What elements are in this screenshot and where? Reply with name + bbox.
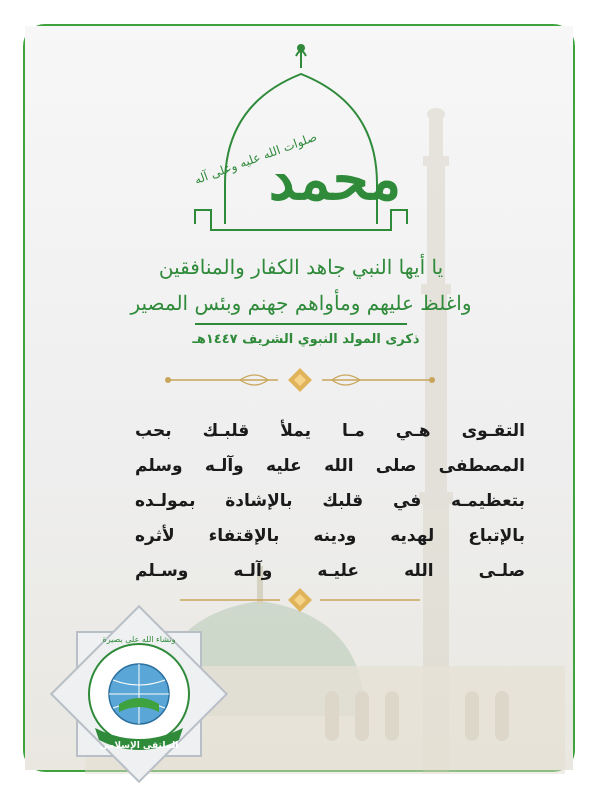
paragraph-line: التقـوى هـي مـا يملأ قلبـك بحب	[135, 421, 525, 441]
paragraph-line: المصطفى صلى الله عليه وآلـه وسلم	[135, 456, 525, 476]
logo-arc-text: ونشاء الله على بصيرة	[102, 635, 176, 644]
verse-line-2: واغلظ عليهم ومأواهم جهنم وبئس المصير	[130, 291, 472, 315]
main-paragraph	[135, 414, 525, 589]
paragraph-line: صلـى الله عليـه وآلـه وسـلم	[135, 561, 525, 581]
logo-ribbon-text: الملتقى الإسلامي	[99, 741, 179, 751]
organization-logo	[59, 612, 219, 777]
paragraph-line: بالإتباع لهديه ودينه بالإقتفاء لأثره	[135, 526, 525, 546]
ornament-divider-bottom	[160, 586, 440, 614]
poster-card	[23, 24, 575, 772]
muhammad-calligraphy-emblem	[130, 34, 472, 334]
verse-line-1: يا أيها النبي جاهد الكفار والمنافقين	[158, 255, 444, 279]
ornament-divider-top	[160, 366, 440, 394]
occasion-title: ذكرى المولد النبوي الشريف ١٤٤٧هـ	[192, 332, 420, 347]
salutation-text: صلوات الله عليه وعلى آله	[192, 129, 319, 187]
name-calligraphy: محمد	[268, 145, 402, 213]
paragraph-line: بتعظيمـه في قلبك بالإشادة بمولـده	[135, 491, 525, 511]
